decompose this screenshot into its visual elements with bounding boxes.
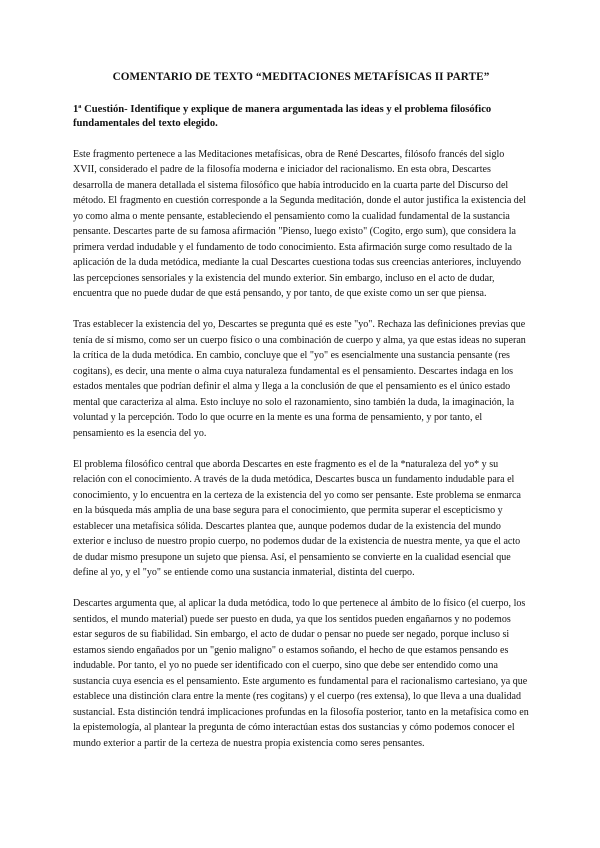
paragraph-2: Tras establecer la existencia del yo, Descartes se pregunta qué es este "yo". Rechaza las definiciones previas que tenía de sí mismo, como ser un cuerpo físico o una combinación de cuerpo y alma, ya que estas ideas no superan la crítica de la duda metódica. En cambio, concluye que el "yo" es esencialmente una sustancia pensante (res cogitans), es decir, una mente o alma cuya naturaleza fundamental es el pensamiento. Descartes indaga en los estados mentales que podrían definir el alma y llega a la conclusión de que el pensamiento es el único estado mental que caracteriza al alma. Esto incluye no solo el razonamiento, sino también la duda, la imaginación, la voluntad y la percepción. Todo lo que ocurre en la mente es una forma de pensamiento, y por tanto, el pensamiento es la esencia del yo.	[73, 319, 526, 439]
paragraph-4: Descartes argumenta que, al aplicar la duda metódica, todo lo que pertenece al ámbito de lo físico (el cuerpo, los sentidos, el mundo material) puede ser puesto en duda, ya que los sentidos pueden engañarnos y no podemos estar seguros de su fiabilidad. Sin embargo, el acto de dudar o pensar no puede ser negado, porque incluso si estamos siendo engañados por un "genio maligno" o estamos soñando, el hecho de que estamos pensando es indudable. Por tanto, el yo no puede ser identificado con el cuerpo, sino que debe ser entendido como una sustancia cuya esencia es el pensamiento. Este argumento es fundamental para el racionalismo cartesiano, ya que establece una distinción clara entre la mente (res cogitans) y el cuerpo (res extensa), lo que lleva a una dualidad sustancial. Esta distinción tendrá implicaciones profundas en la filosofía posterior, tanto en la metafísica como en la epistemología, al plantear la pregunta de cómo interactúan estas dos sustancias y cómo podemos conocer el mundo exterior a partir de la certeza de nuestra propia existencia como seres pensantes.	[73, 598, 529, 749]
document-page	[73, 70, 529, 767]
document-title: COMENTARIO DE TEXTO “MEDITACIONES METAFÍSICAS II PARTE”	[112, 71, 490, 83]
question-heading: 1ª Cuestión- Identifique y explique de manera argumentada las ideas y el problema filosófico fundamentales del texto elegido.	[73, 104, 492, 130]
paragraph-3: El problema filosófico central que aborda Descartes en este fragmento es el de la *naturaleza del yo* y su relación con el conocimiento. A través de la duda metódica, Descartes busca un fundamento indudable para el conocimiento, y lo encuentra en la certeza de la existencia del yo como ser pensante. Este problema se enmarca en la búsqueda más amplia de una base segura para el conocimiento, que permita superar el escepticismo y establecer una metafísica sólida. Descartes plantea que, aunque podemos dudar de la existencia del mundo exterior e incluso de nuestro propio cuerpo, no podemos dudar de la existencia de nuestra mente, ya que el acto de dudar mismo presupone un sujeto que piensa. Así, el pensamiento se convierte en la cualidad esencial que define al yo, y el "yo" se entiende como una sustancia inmaterial, distinta del cuerpo.	[73, 458, 522, 579]
paragraph-1: Este fragmento pertenece a las Meditaciones metafísicas, obra de René Descartes, filósofo francés del siglo XVII, considerado el padre de la filosofía moderna e iniciador del racionalismo. En esta obra, Descartes desarrolla de manera detallada el sistema filosófico que había introducido en la cuarta parte del Discurso del método. El fragmento en cuestión corresponde a la Segunda meditación, donde el autor justifica la existencia del yo como alma o mente pensante, estableciendo el pensamiento como la cualidad fundamental de la sustancia pensante. Descartes parte de su famosa afirmación "Pienso, luego existo" (Cogito, ergo sum), que considera la primera verdad indudable y el fundamento de todo conocimiento. Esta afirmación surge como resultado de la aplicación de la duda metódica, mediante la cual Descartes cuestiona todas sus creencias anteriores, incluyendo las percepciones sensoriales y la existencia del mundo exterior. Sin embargo, incluso en el acto de dudar, encuentra que no puede dudar de que está pensando, y por tanto, de que existe como un ser que piensa.	[73, 148, 527, 300]
